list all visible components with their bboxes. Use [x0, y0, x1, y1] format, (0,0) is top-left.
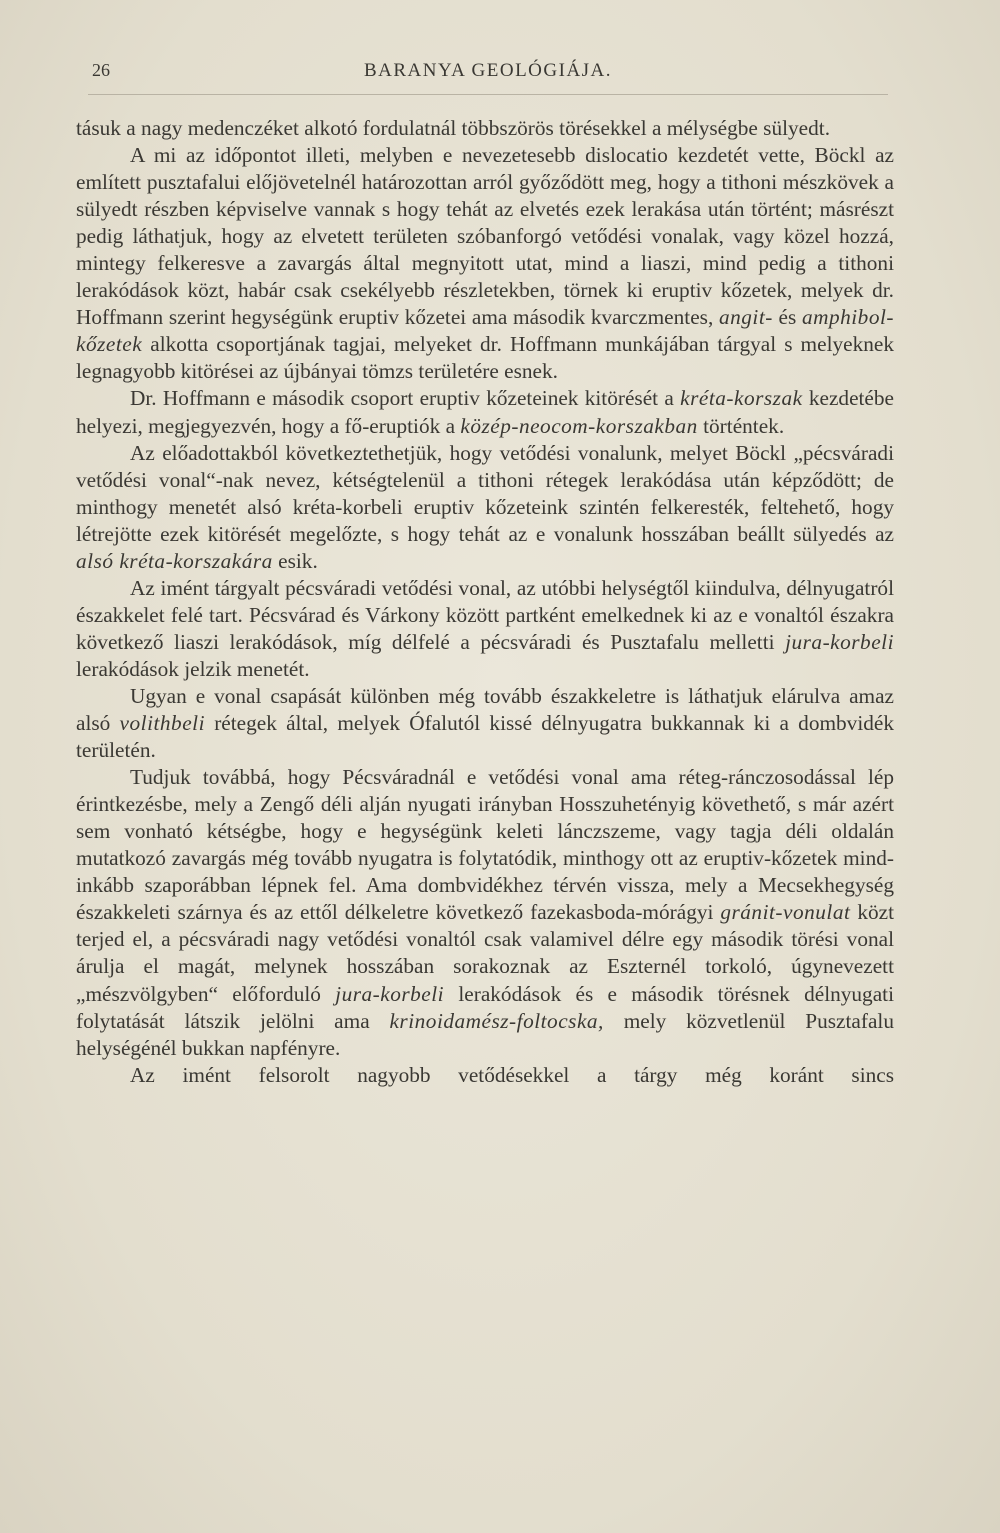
text-run: és — [772, 305, 802, 330]
italic-term: angit- — [718, 305, 773, 330]
text-run: kezdetébe helyezi, megjegyezvén, hogy a fő-eruptiók a — [76, 386, 894, 438]
paragraph — [76, 1062, 894, 1089]
italic-term: volithbeli — [119, 711, 205, 736]
italic-term: jura-korbeli — [335, 981, 445, 1006]
paragraph — [76, 575, 894, 683]
italic-term: amphibol-kőzetek — [76, 305, 894, 357]
text-run: tásuk a nagy medenczéket alkotó fordulatnál többszörös törésekkel a mélységbe sülyedt. — [76, 116, 831, 140]
italic-term: közép-neocom-korszakban — [460, 413, 698, 438]
running-header — [88, 60, 888, 95]
header-title: BARANYA GEOLÓGIÁJA. — [363, 60, 613, 81]
paragraph — [76, 764, 894, 1062]
text-run: mely közvetlenül Pusztafalu helységénél bukkan napfényre. — [76, 1008, 894, 1060]
italic-term: krinoidamész-foltocska, — [389, 1008, 604, 1033]
paragraph — [76, 385, 894, 439]
italic-term: gránit-vonulat — [720, 900, 851, 925]
text-run: Ugyan e vonal csapását különben még tovább északkeletre is láthatjuk elárulva amaz alsó — [76, 683, 894, 736]
text-run: A mi az időpontot illeti, melyben e nevezetesebb dislocatio kezdetét vette, Böckl az említett pusztafalui előjövetelnél határozottan arról győződött meg, hogy a tithoni mészkövek a sülyedt részben képviselve vannak s hogy tehát az elvetés ezek lerakása után történt; másrészt pedig láthatjuk, hogy az elvetett területen szóbanforgó vetődési vonalak, vagy közel hozzá, mintegy felkeresve a zavargás által megnyitott utat, mind a liaszi, mind pedig a tithoni lerakódások közt, habár csak csekélyebb részletekben, törnek ki eruptiv kőzetek, melyek dr. Hoffmann szerint hegységünk eruptiv kőzetei ama második kvarczmentes, — [76, 143, 894, 330]
italic-term: kréta-korszak — [680, 386, 803, 411]
paragraph — [76, 683, 894, 764]
text-run: esik. — [272, 548, 318, 573]
text-run: Az imént tárgyalt pécsváradi vetődési vonal, az utóbbi helységtől kiindulva, délnyugatról északkelet felé tart. Pécsvárad és Várkony között partként emelkednek ki az e vonaltól északra következő liaszi lerakódások, míg délfelé a pécsváradi és Pusztafalu melletti — [76, 575, 894, 654]
text-run: Az imént felsorolt nagyobb vetődésekkel a tárgy még koránt sincs — [130, 1062, 894, 1087]
text-run: lerakódások és e második törésnek délnyugati folytatását látszik jelölni ama — [76, 981, 894, 1033]
text-run: közt terjed el, a pécsváradi nagy vetődési vonaltól csak valamivel délre egy második törési vonal árulja el magát, melynek hosszában sorakoznak az Eszternél torkoló, úgynevezett „mészvölgyben“ előforduló — [76, 900, 894, 1006]
text-run: történtek. — [697, 413, 785, 438]
text-run: alkotta csoportjának tagjai, melyeket dr. Hoffmann munkájában tárgyal s melyeknek legnagyobb kitörései az újbányai tömzs területére esnek. — [76, 332, 894, 384]
text-run: rétegek által, melyek Ófalutól kissé délnyugatra bukkannak ki a dombvidék területén. — [76, 711, 894, 763]
text-run: Dr. Hoffmann e második csoport eruptiv kőzeteinek kitörését a — [130, 386, 681, 411]
text-body — [76, 115, 894, 1089]
text-run: Tudjuk továbbá, hogy Pécsváradnál e vetődési vonal ama réteg-ránczosodással lép érintkezésbe, mely a Zengő déli alján nyugati irányban Hosszuhetényig követhető, s már azért sem vonható kétségbe, hogy e hegységünk keleti lánczszeme, vagy tagja déli oldalán mutatkozó zavargás még tovább nyugatra is folytatódik, minthogy ott az eruptiv-kőzetek mind-inkább szaporábban lépnek fel. Ama dombvidékhez térvén vissza, mely a Mecsekhegység északkeleti szárnya és az ettől délkeletre következő fazekasboda-mórágyi — [76, 765, 894, 925]
paragraph — [76, 440, 894, 575]
paragraph — [76, 142, 894, 385]
italic-term: jura-korbeli — [785, 629, 894, 654]
text-run: lerakódások jelzik menetét. — [76, 656, 310, 681]
italic-term: alsó kréta-korszakára — [76, 548, 273, 573]
page-number: 26 — [92, 60, 110, 80]
text-run: Az előadottakból következtethetjük, hogy vetődési vonalunk, melyet Böckl „pécsváradi vetődési vonal“-nak nevez, kétségtelenül a tithoni rétegek lerakódása után képződött; de minthogy menetét alsó kréta-korbeli eruptiv kőzeteink szintén felkeresték, feltehető, hogy létrejötte ezek kitörését megelőzte, s hogy tehát az e vonalunk hosszában beállt sülyedés az — [76, 440, 894, 546]
paragraph — [76, 115, 894, 142]
